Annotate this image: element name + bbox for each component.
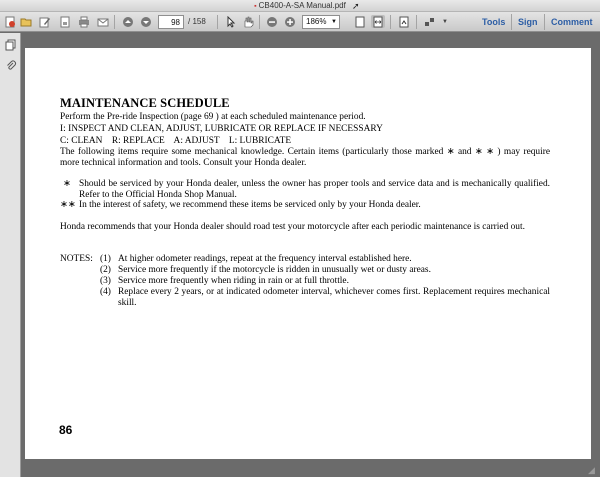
- note-text: Service more frequently if the motorcycle is ridden in unusually wet or dusty areas.: [118, 265, 431, 275]
- edit-icon[interactable]: [38, 15, 52, 28]
- page-total: / 158: [188, 17, 206, 26]
- intro-line: C: CLEAN R: REPLACE A: ADJUST L: LUBRICATE: [60, 136, 292, 146]
- page-heading: MAINTENANCE SCHEDULE: [60, 96, 230, 110]
- pdf-page: [25, 48, 591, 459]
- toolbar-separator: [114, 15, 115, 29]
- page-number: 86: [59, 423, 73, 437]
- intro-line: I: INSPECT AND CLEAN, ADJUST, LUBRICATE OR REPLACE IF NECESSARY: [60, 124, 383, 134]
- menu-dropdown-icon[interactable]: ▼: [442, 18, 448, 25]
- sign-button[interactable]: Sign: [518, 17, 538, 27]
- note-number: (3): [100, 276, 111, 286]
- save-icon[interactable]: [58, 15, 72, 28]
- zoom-in-icon[interactable]: [283, 15, 297, 28]
- chevron-down-icon: ▼: [331, 19, 337, 25]
- bullet-mark: ∗∗: [60, 200, 76, 210]
- toolbar: [0, 12, 600, 32]
- toolbar-separator: [511, 14, 512, 30]
- read-mode-icon[interactable]: [397, 15, 411, 28]
- toolbar-separator: [259, 15, 260, 29]
- page-down-icon[interactable]: [139, 15, 153, 28]
- bullet-mark: ∗: [63, 179, 71, 189]
- toolbar-separator: [390, 15, 391, 29]
- resize-grip-icon[interactable]: ◢: [588, 465, 595, 475]
- note-text: Service more frequently when riding in rain or at full throttle.: [118, 276, 349, 286]
- page-up-icon[interactable]: [121, 15, 135, 28]
- navigation-panel: [0, 33, 21, 477]
- note-number: (1): [100, 254, 111, 264]
- fill-sign-icon[interactable]: [423, 15, 437, 28]
- road-test-paragraph: Honda recommends that your Honda dealer should road test your motorcycle after each periodic maintenance is carried out.: [60, 222, 525, 232]
- toolbar-separator: [544, 14, 545, 30]
- window-title: ▪ CB400-A-SA Manual.pdf: [254, 1, 346, 10]
- page-number-input[interactable]: [158, 15, 184, 29]
- intro-line: Perform the Pre-ride Inspection (page 69 ) at each scheduled maintenance period.: [60, 112, 366, 122]
- zoom-level-select[interactable]: 186% ▼: [302, 15, 340, 29]
- note-number: (4): [100, 287, 111, 297]
- mouse-cursor-icon: ➚: [352, 1, 360, 11]
- pdf-file-icon: ▪: [254, 3, 257, 10]
- attachments-icon[interactable]: [4, 59, 17, 72]
- bullet-text: In the interest of safety, we recommend these items be serviced only by your Honda dealer.: [79, 200, 421, 210]
- toolbar-separator: [217, 15, 218, 29]
- select-cursor-icon[interactable]: [224, 15, 238, 28]
- fit-page-icon[interactable]: [353, 15, 367, 28]
- print-icon[interactable]: [77, 15, 91, 28]
- comment-button[interactable]: Comment: [551, 17, 593, 27]
- pages-panel-icon[interactable]: [4, 38, 17, 51]
- fit-width-icon[interactable]: [371, 15, 385, 28]
- note-text: Replace every 2 years, or at indicated odometer interval, whichever comes first. Replacement requires mechanical skill.: [118, 287, 550, 308]
- note-number: (2): [100, 265, 111, 275]
- knowledge-paragraph: The following items require some mechanical knowledge. Certain items (particularly those marked ∗ and ∗ ∗ ) may require more technical information and tools. Consult your Honda dealer.: [60, 147, 550, 168]
- note-text: At higher odometer readings, repeat at the frequency interval established here.: [118, 254, 412, 264]
- zoom-out-icon[interactable]: [265, 15, 279, 28]
- window-titlebar: [0, 0, 600, 12]
- tools-button[interactable]: Tools: [482, 17, 506, 27]
- email-icon[interactable]: [96, 15, 110, 28]
- toolbar-separator: [416, 15, 417, 29]
- hand-icon[interactable]: [241, 15, 255, 28]
- bullet-text: Should be serviced by your Honda dealer, unless the owner has proper tools and service data and is mechanically qualified. Refer to the Official Honda Shop Manual.: [79, 179, 550, 200]
- open-icon[interactable]: [19, 15, 33, 28]
- notes-label: NOTES:: [60, 254, 93, 264]
- create-icon[interactable]: [3, 15, 17, 28]
